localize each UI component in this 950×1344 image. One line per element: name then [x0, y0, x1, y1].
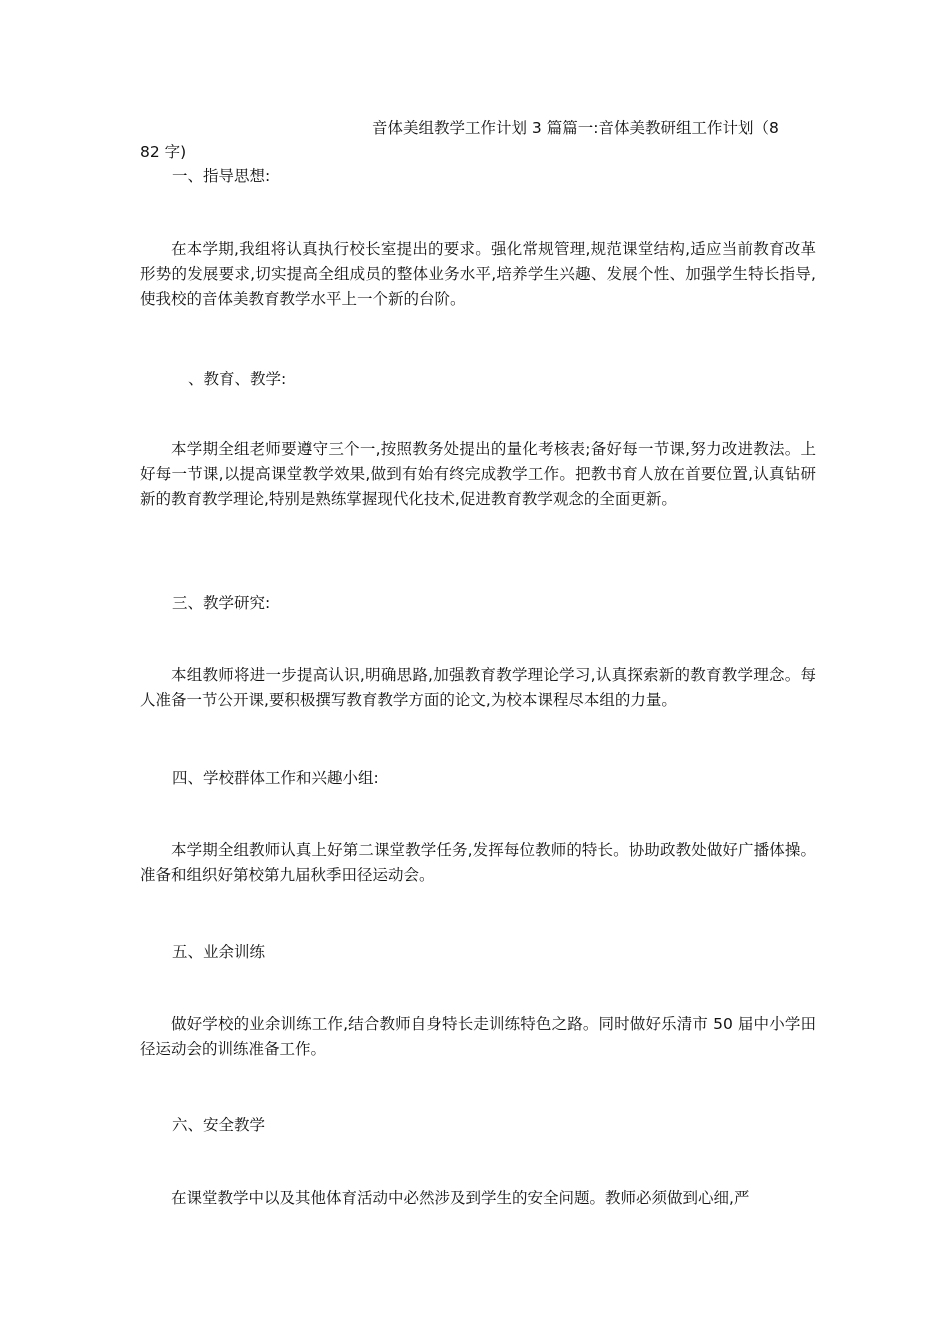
document-title-line1: 音体美组教学工作计划 3 篇篇一:音体美教研组工作计划（8 — [372, 119, 779, 137]
section-body-5: 做好学校的业余训练工作,结合教师自身特长走训练特色之路。同时做好乐清市 50 届中小学田径运动会的训练准备工作。 — [140, 1015, 816, 1058]
section-body-4: 本学期全组教师认真上好第二课堂教学任务,发挥每位教师的特长。协助政教处做好广播体操。准备和组织好第校第九届秋季田径运动会。 — [140, 841, 816, 884]
section-heading-4: 四、学校群体工作和兴趣小组: — [172, 769, 379, 787]
section-heading-2: 、教育、教学: — [188, 370, 287, 388]
section-body-1: 在本学期,我组将认真执行校长室提出的要求。强化常规管理,规范课堂结构,适应当前教育改革形势的发展要求,切实提高全组成员的整体业务水平,培养学生兴趣、发展个性、加强学生特长指导,使我校的音体美教育教学水平上一个新的台阶。 — [140, 240, 816, 308]
document-title-line2: 82 字) — [140, 143, 187, 161]
section-heading-5: 五、业余训练 — [172, 943, 266, 961]
section-body-6: 在课堂教学中以及其他体育活动中必然涉及到学生的安全问题。教师必须做到心细,严 — [171, 1189, 750, 1207]
section-heading-6: 六、安全教学 — [172, 1116, 266, 1134]
section-body-2: 本学期全组老师要遵守三个一,按照教务处提出的量化考核表;备好每一节课,努力改进教法。上好每一节课,以提高课堂教学效果,做到有始有终完成教学工作。把教书育人放在首要位置,认真钻研新的教育教学理论,特别是熟练掌握现代化技术,促进教育教学观念的全面更新。 — [140, 440, 816, 508]
section-heading-1: 一、指导思想: — [172, 167, 271, 185]
section-heading-3: 三、教学研究: — [172, 594, 271, 612]
section-body-3: 本组教师将进一步提高认识,明确思路,加强教育教学理论学习,认真探索新的教育教学理念。每人准备一节公开课,要积极撰写教育教学方面的论文,为校本课程尽本组的力量。 — [140, 666, 816, 709]
